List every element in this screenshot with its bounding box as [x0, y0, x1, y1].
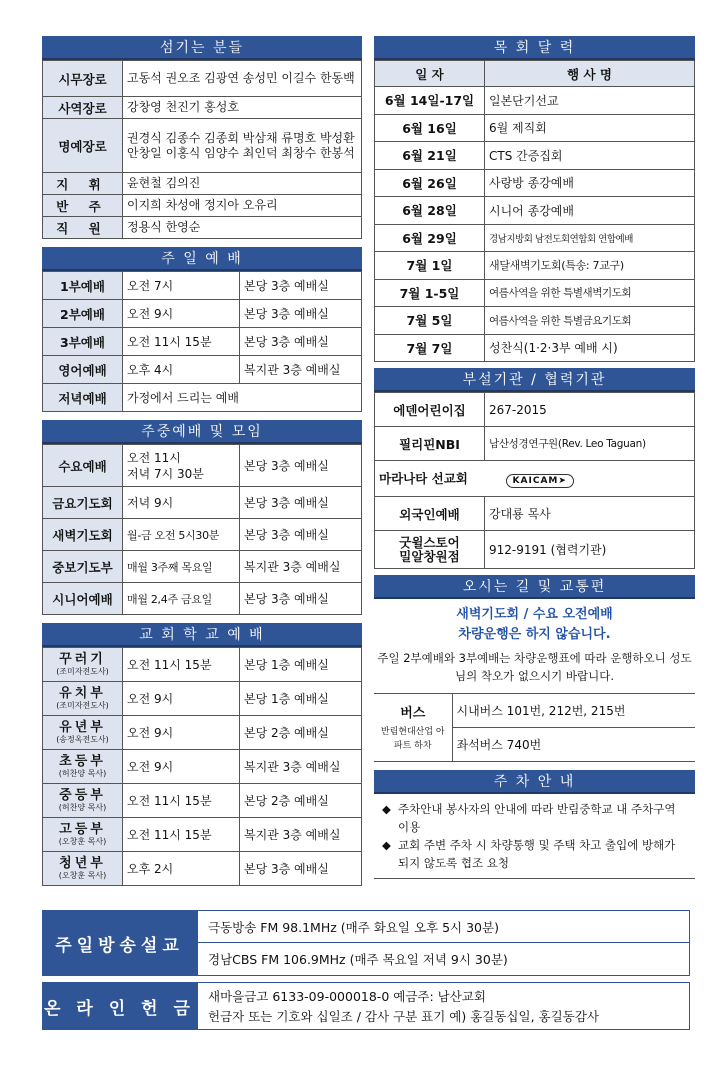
dept-place: 본당 2층 예배실	[240, 716, 362, 750]
table-row	[43, 272, 362, 300]
table-row	[375, 427, 695, 461]
staff-label: 지 휘	[43, 173, 123, 195]
table-row	[375, 279, 695, 307]
table-row	[375, 497, 695, 531]
meeting-place: 본당 3층 예배실	[240, 445, 362, 487]
meeting-place: 본당 3층 예배실	[240, 519, 362, 551]
dept-time: 오전 9시	[123, 716, 240, 750]
affiliate-value: 강대룡 목사	[485, 497, 695, 531]
staff-value: 윤현철 김의진	[123, 173, 362, 195]
affiliates-table	[374, 392, 695, 569]
service-place: 본당 3층 예배실	[240, 300, 362, 328]
dept-time: 오전 11시 15분	[123, 784, 240, 818]
parking-item-text: 주차안내 봉사자의 안내에 따라 반림중학교 내 주차구역 이용	[398, 802, 676, 834]
event-name: CTS 간증집회	[485, 142, 695, 170]
table-row	[375, 169, 695, 197]
affiliate-label: 필리핀NBI	[375, 427, 485, 461]
event-date: 6월 14일-17일	[375, 87, 485, 115]
table-row	[43, 328, 362, 356]
broadcast-line-1: 극동방송 FM 98.1MHz (매주 화요일 오후 5시 30분)	[198, 911, 689, 943]
school-header: 교 회 학 교 예 배	[42, 623, 362, 647]
dept-place: 본당 1층 예배실	[240, 648, 362, 682]
offering-body	[197, 982, 690, 1030]
affiliates-header: 부설기관 / 협력기관	[374, 368, 695, 392]
dept-name: 중등부	[59, 788, 106, 803]
directions-highlight-2: 차량운행은 하지 않습니다.	[458, 627, 611, 642]
service-time: 오전 9시	[123, 300, 240, 328]
staff-label: 사역장로	[43, 97, 123, 119]
staff-label: 반 주	[43, 195, 123, 217]
event-date: 6월 29일	[375, 224, 485, 252]
weekday-header: 주중예배 및 모임	[42, 420, 362, 444]
dept-label	[43, 818, 123, 852]
staff-value: 고동석 권오조 김광연 송성민 이길수 한동백	[123, 61, 362, 97]
affiliate-value: 267-2015	[485, 393, 695, 427]
event-name: 사랑방 종강예배	[485, 169, 695, 197]
right-column	[374, 36, 695, 879]
dept-time: 오전 11시 15분	[123, 818, 240, 852]
dept-name: 꾸러기	[59, 652, 106, 667]
dept-label	[43, 682, 123, 716]
dept-label	[43, 784, 123, 818]
event-date: 6월 28일	[375, 197, 485, 225]
dept-place: 복지관 3층 예배실	[240, 818, 362, 852]
left-column	[42, 36, 362, 886]
service-time: 오전 7시	[123, 272, 240, 300]
table-row	[43, 61, 362, 97]
meeting-place: 본당 3층 예배실	[240, 487, 362, 519]
directions-highlight-1: 새벽기도회 / 수요 오전예배	[456, 607, 613, 622]
directions-note: 주일 2부예배와 3부예배는 차량운행표에 따라 운행하오니 성도님의 착오가 없으시기 바랍니다.	[377, 651, 692, 683]
dept-label	[43, 716, 123, 750]
meeting-label: 중보기도부	[43, 551, 123, 583]
table-row	[43, 648, 362, 682]
table-row	[43, 750, 362, 784]
table-row	[43, 195, 362, 217]
list-item	[382, 800, 687, 836]
meeting-time: 오전 11시 저녁 7시 30분	[123, 445, 240, 487]
staff-value: 정용식 한영순	[123, 217, 362, 239]
affiliate-value: 912-9191 (협력기관)	[485, 531, 695, 569]
staff-label: 명예장로	[43, 119, 123, 173]
service-place: 복지관 3층 예배실	[240, 356, 362, 384]
dept-place: 본당 3층 예배실	[240, 852, 362, 886]
table-row	[43, 119, 362, 173]
meeting-label: 수요예배	[43, 445, 123, 487]
table-row	[375, 197, 695, 225]
col-date-header: 일 자	[375, 61, 485, 87]
table-row	[43, 384, 362, 412]
table-row	[375, 114, 695, 142]
event-name: 성찬식(1·2·3부 예배 시)	[485, 334, 695, 362]
table-row	[43, 716, 362, 750]
table-row	[43, 300, 362, 328]
affiliate-label: 에덴어린이집	[375, 393, 485, 427]
bus-line-1: 시내버스 101번, 212번, 215번	[452, 694, 695, 728]
service-label: 영어예배	[43, 356, 123, 384]
event-name: 6월 제직회	[485, 114, 695, 142]
offering-title: 온 라 인 헌 금	[42, 982, 197, 1030]
dept-time: 오전 11시 15분	[123, 648, 240, 682]
dept-leader: (허찬양 목사)	[58, 803, 107, 812]
event-date: 7월 5일	[375, 307, 485, 335]
table-row	[43, 356, 362, 384]
offering-box	[42, 982, 690, 1030]
dept-name: 초등부	[59, 754, 106, 769]
dept-leader: (오창훈 목사)	[58, 837, 107, 846]
table-row	[43, 852, 362, 886]
dept-place: 복지관 3층 예배실	[240, 750, 362, 784]
table-row	[375, 224, 695, 252]
staff-header: 섬기는 분들	[42, 36, 362, 60]
bus-stop: 반림현대산업 아파트 하차	[380, 727, 445, 751]
table-row	[375, 334, 695, 362]
dept-time: 오후 2시	[123, 852, 240, 886]
broadcast-title: 주일방송설교	[42, 910, 197, 976]
dept-leader: (조미자전도사)	[56, 701, 109, 710]
table-row	[43, 784, 362, 818]
event-date: 6월 21일	[375, 142, 485, 170]
sunday-header: 주 일 예 배	[42, 247, 362, 271]
kaicam-logo: KAICAM ➤	[506, 474, 574, 488]
service-time: 가정에서 드리는 예배	[123, 384, 362, 412]
school-table	[42, 647, 362, 886]
staff-table	[42, 60, 362, 239]
dept-name: 유년부	[59, 720, 106, 735]
meeting-label: 시니어예배	[43, 583, 123, 615]
bus-table	[374, 693, 695, 762]
table-row	[43, 445, 362, 487]
table-row	[43, 682, 362, 716]
table-row	[43, 818, 362, 852]
table-row	[43, 217, 362, 239]
meeting-time: 월-금 오전 5시30분	[123, 519, 240, 551]
service-label: 1부예배	[43, 272, 123, 300]
event-name: 새달새벽기도회(특송: 7교구)	[485, 252, 695, 280]
dept-time: 오전 9시	[123, 750, 240, 784]
affiliate-value: 남산성경연구원(Rev. Leo Taguan)	[485, 427, 695, 461]
dept-label	[43, 750, 123, 784]
staff-label: 시무장로	[43, 61, 123, 97]
event-date: 7월 7일	[375, 334, 485, 362]
table-row	[43, 173, 362, 195]
table-row	[43, 487, 362, 519]
table-row	[375, 531, 695, 569]
dept-label	[43, 648, 123, 682]
directions-notice	[374, 599, 695, 687]
dept-name: 고등부	[59, 822, 106, 837]
meeting-place: 본당 3층 예배실	[240, 583, 362, 615]
dept-time: 오전 9시	[123, 682, 240, 716]
dept-leader: (오창훈 목사)	[58, 871, 107, 880]
service-label: 3부예배	[43, 328, 123, 356]
staff-value: 강창영 천진기 홍성호	[123, 97, 362, 119]
directions-header: 오시는 길 및 교통편	[374, 575, 695, 599]
calendar-header: 목 회 달 력	[374, 36, 695, 60]
event-name: 시니어 종강예배	[485, 197, 695, 225]
dept-place: 본당 1층 예배실	[240, 682, 362, 716]
meeting-time: 저녁 9시	[123, 487, 240, 519]
dept-leader: (허찬양 목사)	[58, 769, 107, 778]
staff-label: 직 원	[43, 217, 123, 239]
meeting-time: 매월 2,4주 금요일	[123, 583, 240, 615]
bus-line-2: 좌석버스 740번	[452, 728, 695, 762]
list-item	[382, 836, 687, 872]
service-label: 2부예배	[43, 300, 123, 328]
table-row	[43, 551, 362, 583]
affiliate-label: 굿윌스토어 밀알창원점	[375, 531, 485, 569]
dept-name: 유치부	[59, 686, 106, 701]
broadcast-body	[197, 910, 690, 976]
table-row	[375, 142, 695, 170]
offering-line-1: 새마을금고 6133-09-000018-0 예금주: 남산교회	[208, 989, 486, 1004]
event-name: 경남지방회 남전도회연합회 연합예배	[485, 224, 695, 252]
table-row	[43, 97, 362, 119]
event-name: 여름사역을 위한 특별금요기도회	[485, 307, 695, 335]
event-date: 6월 16일	[375, 114, 485, 142]
event-date: 6월 26일	[375, 169, 485, 197]
bus-label-cell	[374, 694, 452, 762]
staff-value: 권경식 김종수 김종회 박삼채 류명호 박성환 안창일 이홍식 임양수 최인덕 최창수 한봉석	[123, 119, 362, 173]
affiliate-label: 마라나타 선교회	[379, 471, 468, 486]
service-place: 본당 3층 예배실	[240, 328, 362, 356]
bus-label: 버스	[400, 706, 426, 721]
weekday-table	[42, 444, 362, 615]
affiliate-label: 외국인예배	[375, 497, 485, 531]
table-row	[375, 307, 695, 335]
dept-name: 청년부	[59, 856, 106, 871]
service-time: 오전 11시 15분	[123, 328, 240, 356]
service-label: 저녁예배	[43, 384, 123, 412]
parking-notice	[374, 794, 695, 879]
table-row	[375, 393, 695, 427]
event-name: 여름사역을 위한 특별새벽기도회	[485, 279, 695, 307]
table-row	[375, 87, 695, 115]
table-row	[43, 583, 362, 615]
table-row	[43, 519, 362, 551]
col-event-header: 행 사 명	[485, 61, 695, 87]
meeting-time: 매월 3주째 목요일	[123, 551, 240, 583]
calendar-table	[374, 60, 695, 362]
parking-item-text: 교회 주변 주차 시 차량통행 및 주택 차고 출입에 방해가 되지 않도록 협조 요청	[398, 838, 676, 870]
dept-leader: (송정옥전도사)	[56, 735, 109, 744]
sunday-table	[42, 271, 362, 412]
diamond-bullet-icon: ◆	[382, 838, 391, 852]
meeting-place: 복지관 3층 예배실	[240, 551, 362, 583]
meeting-label: 새벽기도회	[43, 519, 123, 551]
staff-value: 이지희 차성애 정지아 오유리	[123, 195, 362, 217]
offering-line-2: 헌금자 또는 기호와 십일조 / 감사 구분 표기 예) 홍길동십일, 홍길동감사	[208, 1009, 599, 1024]
parking-header: 주 차 안 내	[374, 770, 695, 794]
event-name: 일본단기선교	[485, 87, 695, 115]
table-row	[375, 252, 695, 280]
dept-leader: (조미자전도사)	[56, 667, 109, 676]
diamond-bullet-icon: ◆	[382, 802, 391, 816]
broadcast-line-2: 경남CBS FM 106.9MHz (매주 목요일 저녁 9시 30분)	[208, 952, 508, 967]
dept-place: 본당 2층 예배실	[240, 784, 362, 818]
affiliate-row-maranatha	[375, 461, 695, 497]
event-date: 7월 1-5일	[375, 279, 485, 307]
table-row	[374, 694, 695, 728]
table-row	[375, 461, 695, 497]
table-header-row	[375, 61, 695, 87]
dept-label	[43, 852, 123, 886]
service-place: 본당 3층 예배실	[240, 272, 362, 300]
meeting-label: 금요기도회	[43, 487, 123, 519]
event-date: 7월 1일	[375, 252, 485, 280]
broadcast-box	[42, 910, 690, 976]
service-time: 오후 4시	[123, 356, 240, 384]
